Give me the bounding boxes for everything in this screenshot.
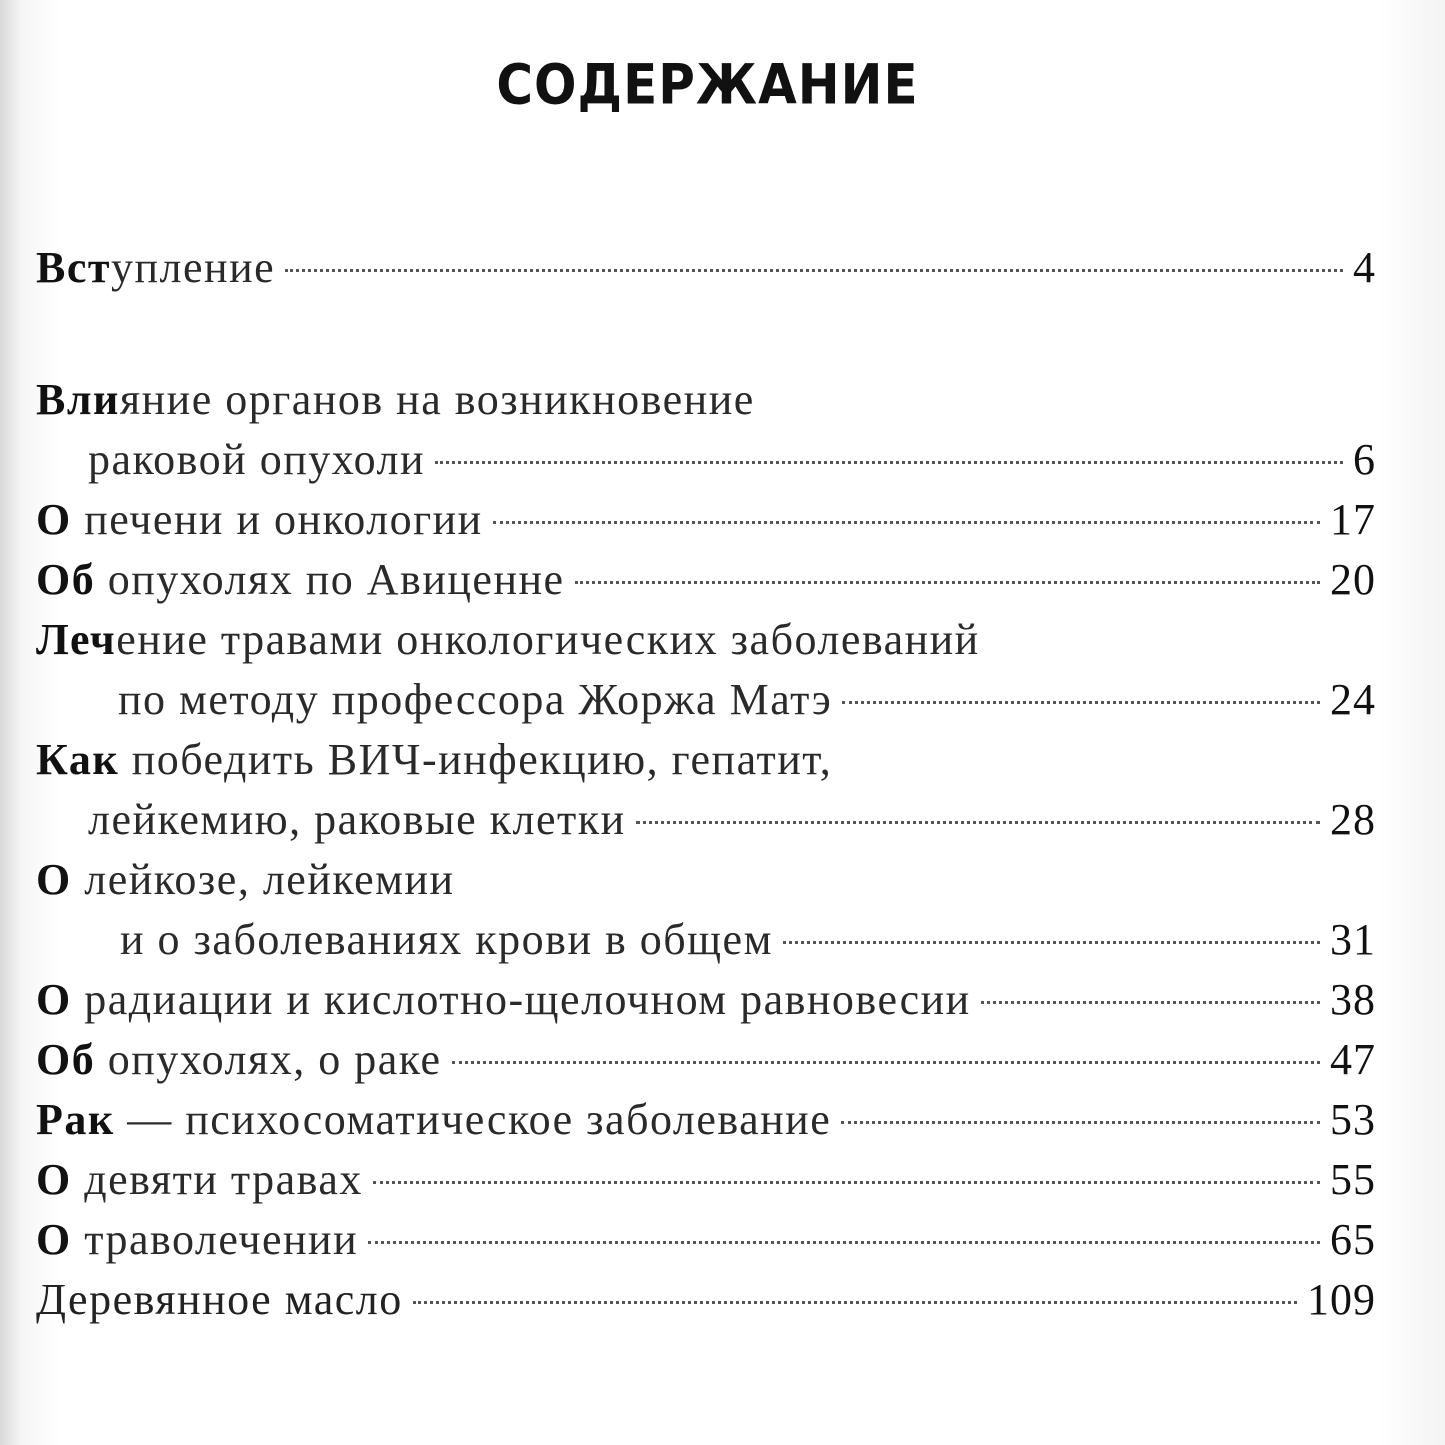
toc-entry	[36, 1030, 1376, 1090]
leader-dots	[842, 701, 1320, 704]
leader-dots	[493, 521, 1320, 524]
toc-entry	[36, 550, 1376, 610]
toc-entry-title: по методу профессора Жоржа Матэ	[118, 675, 833, 724]
toc-entry	[36, 1270, 1376, 1330]
toc-entry-title: Деревянное масло	[36, 1275, 403, 1324]
toc-page-number: 24	[1330, 675, 1376, 724]
toc-entry-continuation	[36, 790, 1376, 850]
toc-entry-title: Вступление	[36, 243, 276, 292]
toc-entry-continuation	[36, 910, 1376, 970]
toc-entry-title: О радиации и кислотно-щелочном равновесии	[36, 975, 971, 1024]
toc-page-number: 38	[1330, 975, 1376, 1024]
toc-entry	[36, 238, 1376, 298]
table-of-contents	[36, 238, 1376, 1330]
toc-entry	[36, 1090, 1376, 1150]
toc-entry-title: Об опухолях, о раке	[36, 1035, 442, 1084]
leader-dots	[452, 1061, 1320, 1064]
toc-entry	[36, 1210, 1376, 1270]
toc-entry-title: О печени и онкологии	[36, 495, 483, 544]
toc-entry	[36, 610, 1376, 670]
leader-dots	[575, 581, 1320, 584]
toc-entry-title: Об опухолях по Авиценне	[36, 555, 565, 604]
toc-entry-title: Рак — психосоматическое заболевание	[36, 1095, 832, 1144]
toc-entry-title: Влияние органов на возникновение	[36, 375, 755, 424]
toc-entry	[36, 970, 1376, 1030]
toc-page-number: 31	[1330, 915, 1376, 964]
toc-page-number: 6	[1353, 435, 1376, 484]
toc-page-number: 55	[1330, 1155, 1376, 1204]
toc-page-number: 109	[1307, 1275, 1376, 1324]
toc-entry	[36, 850, 1376, 910]
toc-entry-title: раковой опухоли	[88, 435, 425, 484]
toc-entry-title: О девяти травах	[36, 1155, 363, 1204]
toc-page-number: 53	[1330, 1095, 1376, 1144]
leader-dots	[981, 1001, 1320, 1004]
toc-page-number: 65	[1330, 1215, 1376, 1264]
leader-dots	[435, 461, 1343, 464]
toc-entry	[36, 730, 1376, 790]
leader-dots	[636, 821, 1320, 824]
toc-entry-title: О траволечении	[36, 1215, 359, 1264]
toc-entry-continuation	[36, 430, 1376, 490]
toc-page-number: 28	[1330, 795, 1376, 844]
leader-dots	[783, 941, 1320, 944]
toc-page-number: 20	[1330, 555, 1376, 604]
toc-entry-continuation	[36, 670, 1376, 730]
toc-entry	[36, 490, 1376, 550]
page-title: СОДЕРЖАНИЕ	[496, 53, 919, 117]
toc-page-number: 4	[1353, 243, 1376, 292]
toc-page-number: 47	[1330, 1035, 1376, 1084]
leader-dots	[285, 269, 1343, 272]
leader-dots	[841, 1121, 1320, 1124]
toc-entry	[36, 1150, 1376, 1210]
toc-page-number: 17	[1330, 495, 1376, 544]
toc-entry-title: Лечение травами онкологических заболеваний	[36, 615, 980, 664]
leader-dots	[368, 1241, 1320, 1244]
toc-entry-title: и о заболеваниях крови в общем	[120, 915, 773, 964]
leader-dots	[373, 1181, 1320, 1184]
toc-entry-title: Как победить ВИЧ-инфекцию, гепатит,	[36, 735, 833, 784]
toc-entry-title: лейкемию, раковые клетки	[88, 795, 626, 844]
leader-dots	[413, 1301, 1297, 1304]
toc-entry	[36, 370, 1376, 430]
toc-entry-title: О лейкозе, лейкемии	[36, 855, 455, 904]
